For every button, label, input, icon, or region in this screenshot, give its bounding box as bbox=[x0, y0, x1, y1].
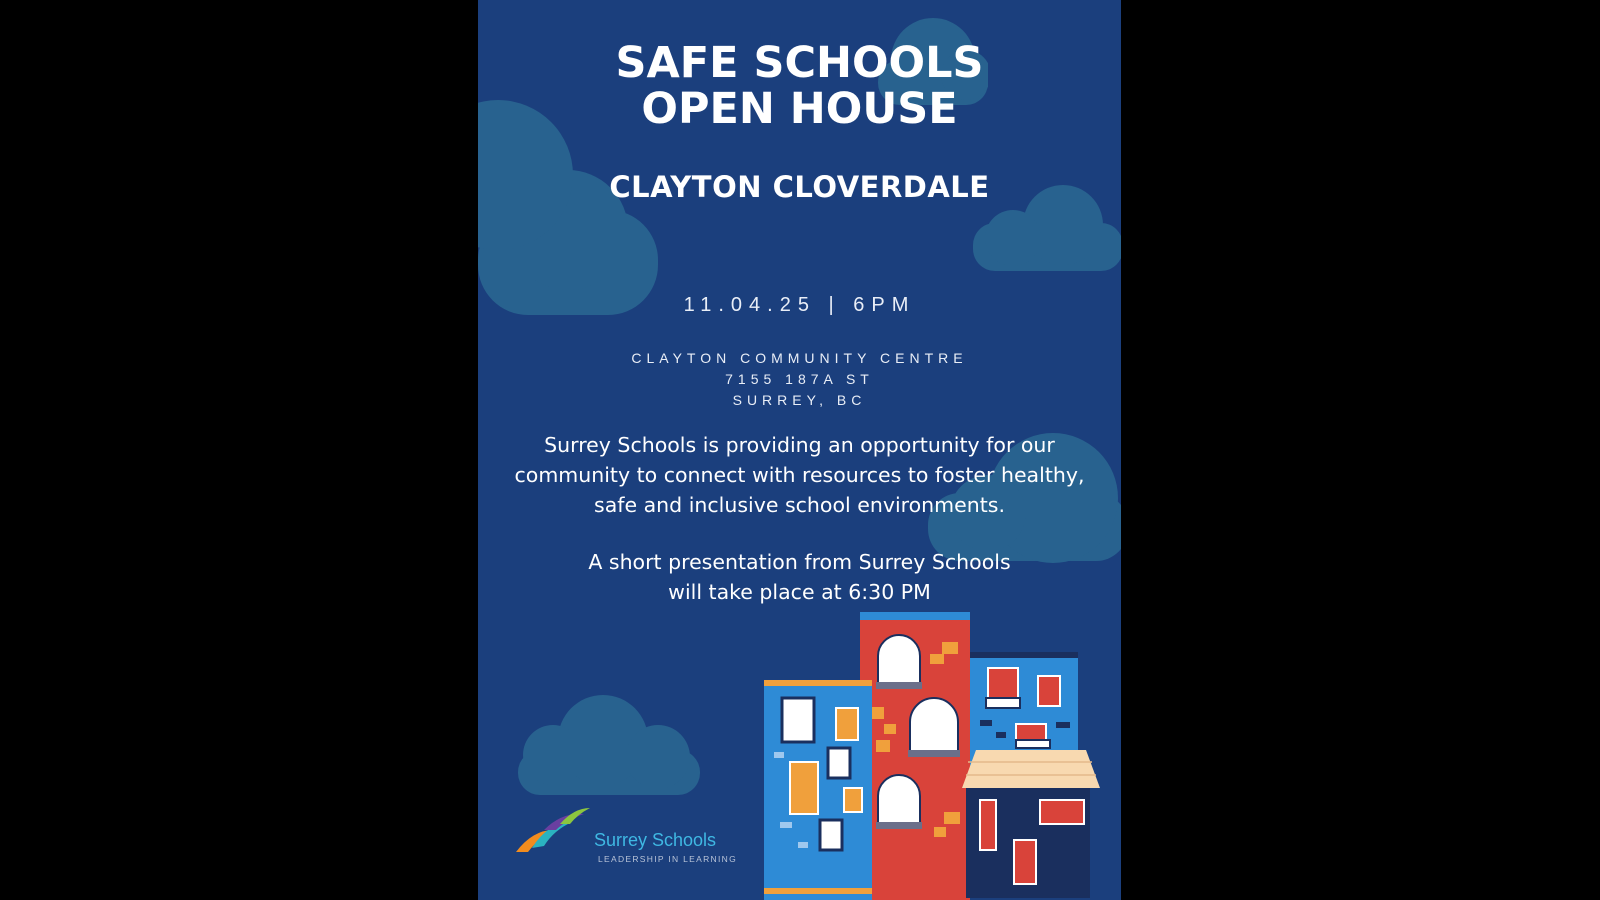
title-line-2: OPEN HOUSE bbox=[641, 84, 958, 134]
logo-tagline: LEADERSHIP IN LEARNING bbox=[598, 854, 737, 864]
cloud-icon bbox=[478, 100, 668, 320]
buildings-illustration bbox=[764, 612, 1104, 900]
venue-city: SURREY, BC bbox=[732, 392, 867, 408]
event-poster bbox=[478, 0, 1121, 900]
title-line-1: SAFE SCHOOLS bbox=[615, 38, 984, 88]
venue-street: 7155 187A ST bbox=[725, 371, 874, 387]
presentation-note bbox=[518, 547, 1081, 607]
note-line-1: A short presentation from Surrey Schools bbox=[588, 550, 1011, 574]
event-date-time: 11.04.25 | 6PM bbox=[683, 294, 916, 316]
event-description: Surrey Schools is providing an opportunity for our community to connect with resources to foster healthy, safe and inclusive school environments. bbox=[514, 433, 1085, 517]
surrey-schools-logo-mark bbox=[514, 808, 594, 858]
cloud-icon bbox=[518, 695, 703, 797]
note-line-2: will take place at 6:30 PM bbox=[668, 580, 931, 604]
location-subtitle: CLAYTON CLOVERDALE bbox=[609, 170, 990, 204]
surrey-schools-logo bbox=[514, 808, 737, 868]
venue-address bbox=[478, 348, 1121, 411]
logo-wordmark: Surrey Schools bbox=[594, 830, 717, 850]
poster-title bbox=[478, 40, 1121, 132]
venue-name: CLAYTON COMMUNITY CENTRE bbox=[631, 350, 968, 366]
